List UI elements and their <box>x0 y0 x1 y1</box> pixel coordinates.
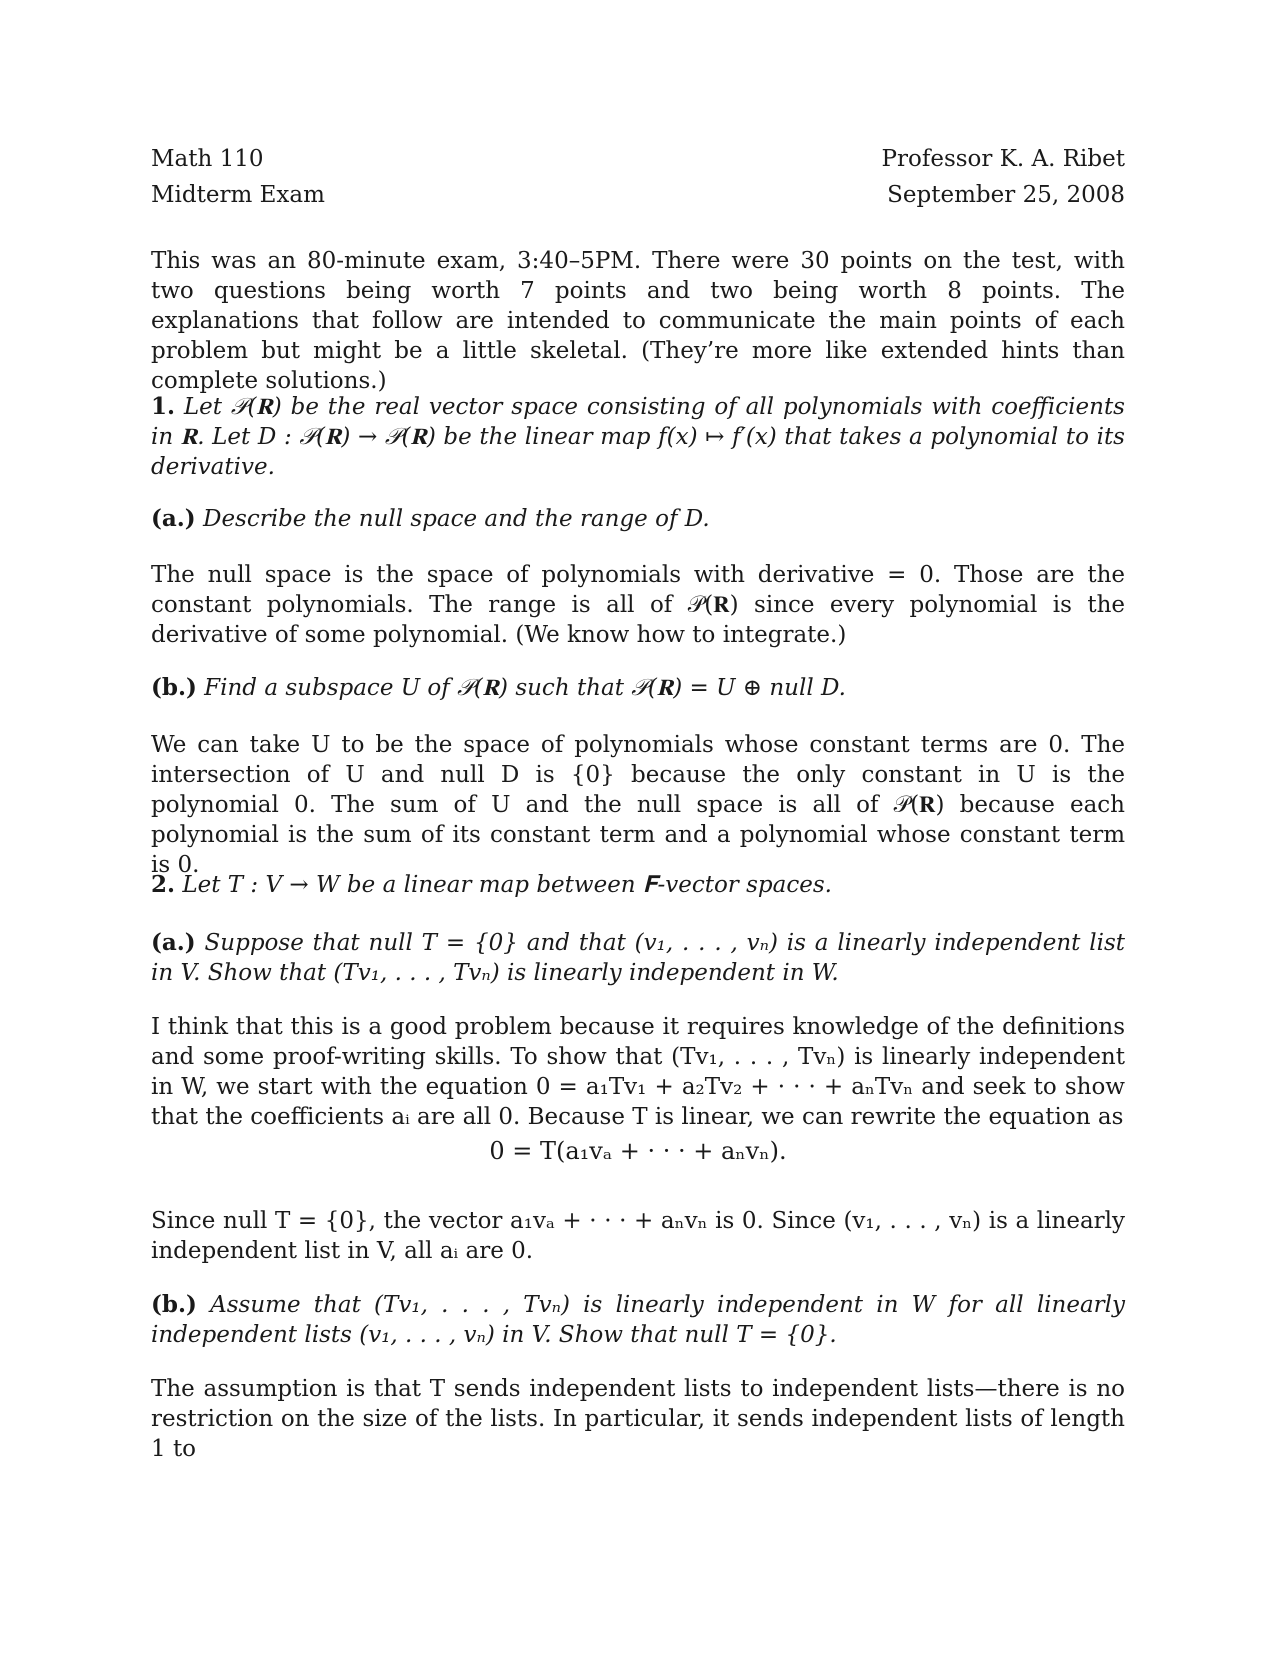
problem-1a-label: (a.) <box>151 505 196 532</box>
problem-2b-text: Assume that (Tv₁, . . . , Tvₙ) is linearly independent in W for all linearly independent lists (v₁, . . . , vₙ) in V. Show that null T = {0}. <box>151 1292 1126 1348</box>
problem-1a-answer: The null space is the space of polynomials with derivative = 0. Those are the constant polynomials. The range is all of 𝒫(𝐑) since every polynomial is the derivative of some polynomial. (We know how to integrate.) <box>151 562 1125 648</box>
problem-2b-question <box>151 1290 1125 1350</box>
problem-1a-text: Describe the null space and the range of D. <box>203 506 710 532</box>
problem-2a-question <box>151 928 1125 988</box>
problem-2-number: 2. <box>151 871 176 898</box>
problem-2a-answer: I think that this is a good problem because it requires knowledge of the definitions and some proof-writing skills. To show that (Tv₁, . . . , Tvₙ) is linearly independent in W, we start with the equation 0 = a₁Tv₁ + a₂Tv₂ + · · · + aₙTvₙ and seek to show that the coefficients aᵢ are all 0. Because T is linear, we can rewrite the equation as <box>151 1014 1125 1130</box>
problem-1b-question <box>151 673 1125 703</box>
problem-1-text: Let 𝒫(𝐑) be the real vector space consisting of all polynomials with coefficients in 𝐑. Let D : 𝒫(𝐑) → 𝒫(𝐑) be the linear map f(x) ↦ f′(x) that takes a polynomial to its derivative. <box>151 394 1125 480</box>
problem-1-statement <box>151 392 1125 482</box>
professor-name: Professor K. A. Ribet <box>881 146 1125 172</box>
problem-1b-answer: We can take U to be the space of polynomials whose constant terms are 0. The intersection of U and null D is {0} because the only constant in U is the polynomial 0. The sum of U and the null space is all of 𝒫(𝐑) because each polynomial is the sum of its constant term and a polynomial whose constant term is 0. <box>151 732 1125 878</box>
problem-1b-label: (b.) <box>151 674 197 701</box>
problem-2-text: Let T : V → W be a linear map between 𝐅-vector spaces. <box>182 872 832 898</box>
problem-2a-label: (a.) <box>151 929 196 956</box>
exam-date: September 25, 2008 <box>887 182 1125 208</box>
problem-2b-answer: The assumption is that T sends independent lists to independent lists—there is no restriction on the size of the lists. In particular, it sends independent lists of length 1 to <box>151 1376 1125 1462</box>
display-equation: 0 = T(a₁vₐ + · · · + aₙvₙ). <box>489 1137 787 1165</box>
problem-1a-question <box>151 504 1125 534</box>
problem-2b-label: (b.) <box>151 1291 197 1318</box>
problem-2-statement <box>151 870 1125 900</box>
problem-1b-text: Find a subspace U of 𝒫(𝐑) such that 𝒫(𝐑) = U ⊕ null D. <box>204 675 846 701</box>
intro-paragraph: This was an 80-minute exam, 3:40–5PM. There were 30 points on the test, with two questions being worth 7 points and two being worth 8 points. The explanations that follow are intended to communicate the main points of each problem but might be a little skeletal. (They’re more like extended hints than complete solutions.) <box>151 248 1125 394</box>
problem-1-number: 1. <box>151 393 176 420</box>
problem-2a-text: Suppose that null T = {0} and that (v₁, . . . , vₙ) is a linearly independent list in V. Show that (Tv₁, . . . , Tvₙ) is linearly independent in W. <box>151 930 1125 986</box>
exam-title: Midterm Exam <box>151 182 325 208</box>
course-title: Math 110 <box>151 146 264 172</box>
problem-2a-answer-continued: Since null T = {0}, the vector a₁vₐ + · · · + aₙvₙ is 0. Since (v₁, . . . , vₙ) is a linearly independent list in V, all aᵢ are 0. <box>151 1208 1125 1264</box>
